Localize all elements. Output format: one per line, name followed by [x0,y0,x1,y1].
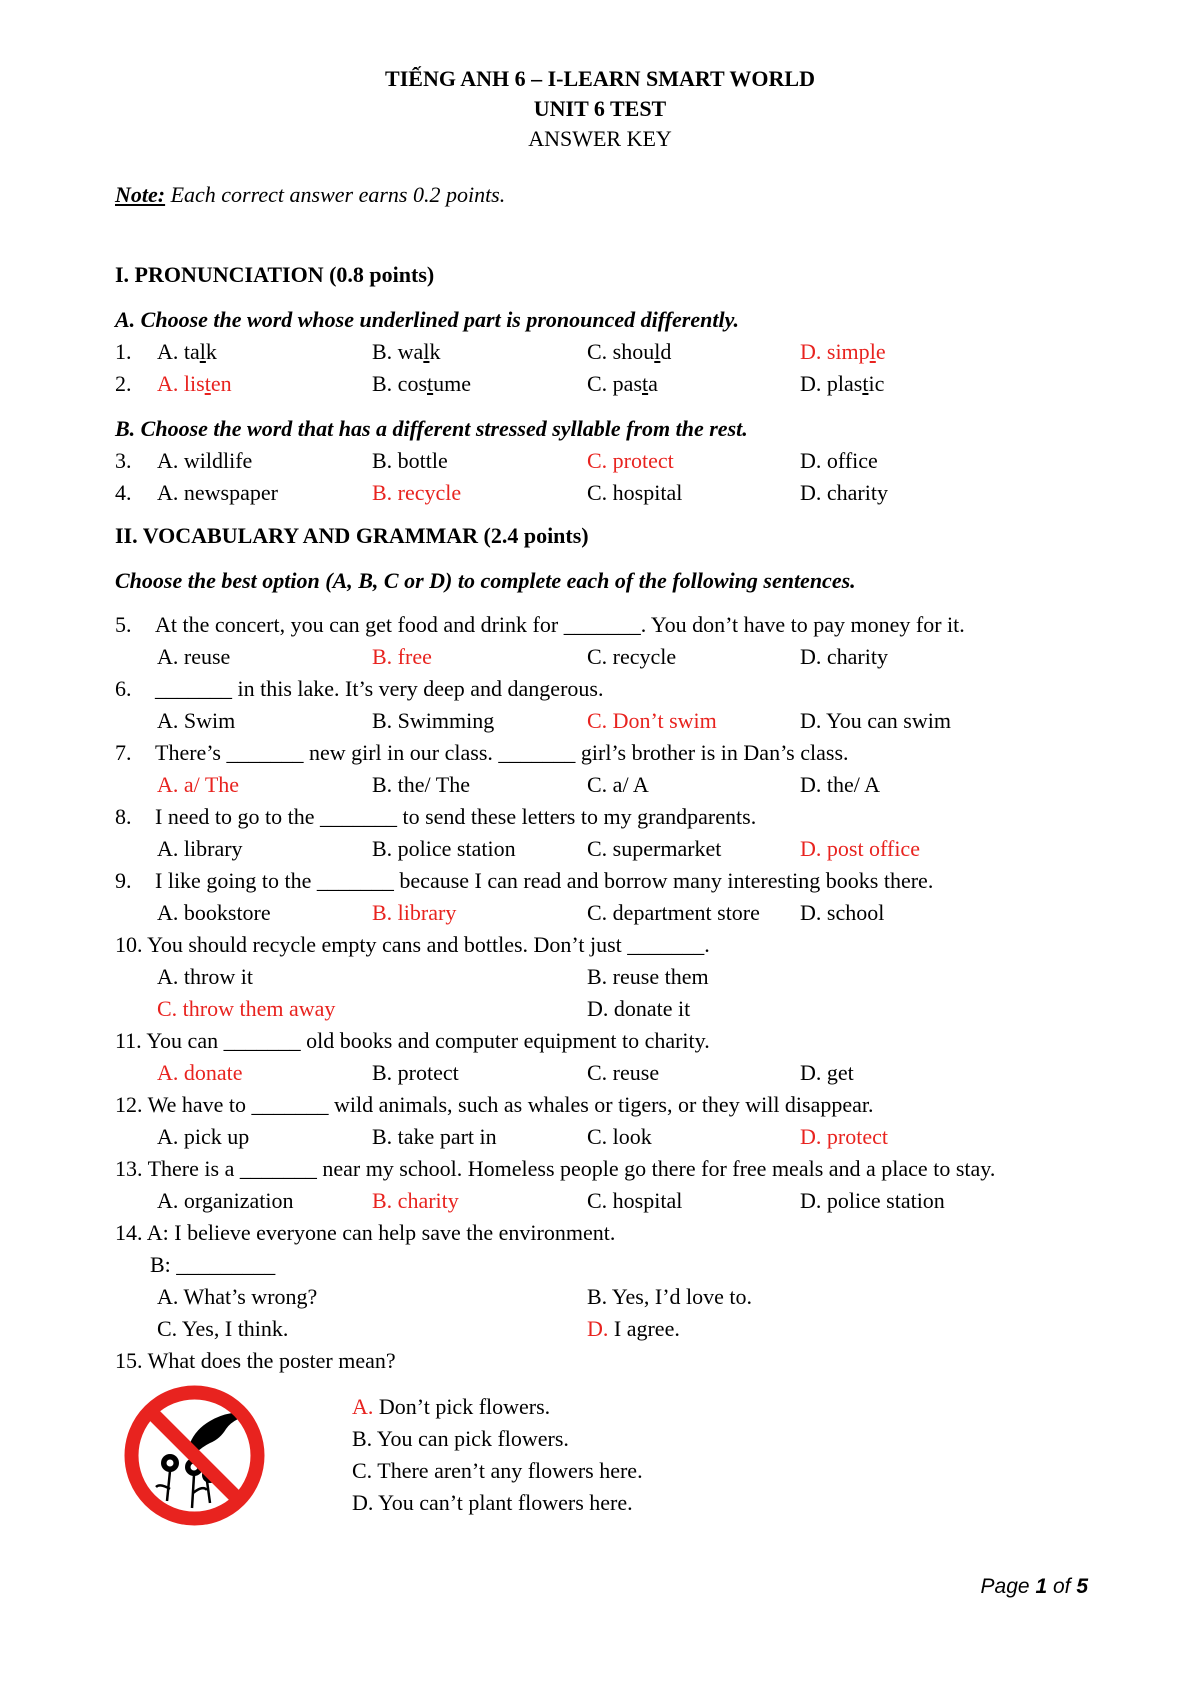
question-number: 4. [115,480,132,505]
q15-option-b: B. You can pick flowers. [352,1426,569,1451]
question-number: 9. [115,868,132,893]
option-c: C. Yes, I think. [157,1316,289,1341]
option-d: D. You can swim [800,708,951,733]
option-b-correct: B. free [372,644,432,669]
option-a: A. reuse [157,644,231,669]
section-vocabulary-title: II. VOCABULARY AND GRAMMAR (2.4 points) [115,523,589,548]
question-number: 3. [115,448,132,473]
option-a-correct: A. listen [157,371,232,396]
option-b-correct: B. recycle [372,480,462,505]
question-13 [0,1154,1200,1184]
q15-option-d: D. You can’t plant flowers here. [352,1490,633,1515]
question-10 [0,930,1200,960]
option-d: D. police station [800,1188,945,1213]
option-c: C. supermarket [587,836,722,861]
option-a: A. Swim [157,708,236,733]
question-text: 10. You should recycle empty cans and bottles. Don’t just _______. [115,932,710,957]
question-text: 13. There is a _______ near my school. Homeless people go there for free meals and a place to stay. [115,1156,996,1181]
q15-option-c: C. There aren’t any flowers here. [352,1458,643,1483]
question-number: 1. [115,339,132,364]
q15-option-a-correct: A. Don’t pick flowers. [352,1394,551,1419]
page-number: Page 1 of 5 [980,1575,1088,1598]
question-text: _______ in this lake. It’s very deep and dangerous. [155,676,604,701]
question-text: 11. You can _______ old books and computer equipment to charity. [115,1028,710,1053]
question-text: There’s _______ new girl in our class. _______ girl’s brother is in Dan’s class. [155,740,849,765]
question-text: 15. What does the poster mean? [115,1348,396,1373]
question-number: 5. [115,612,132,637]
option-a: A. What’s wrong? [157,1284,318,1309]
option-b: B. walk [372,339,441,364]
question-15 [0,1346,1200,1376]
question-9 [0,866,1200,896]
option-b: B. costume [372,371,472,396]
option-d: D. charity [800,644,888,669]
question-5 [0,610,1200,640]
question-text: 14. A: I believe everyone can help save the environment. [115,1220,616,1245]
dialogue-b-blank: B: _________ [150,1252,276,1277]
question-text: I need to go to the _______ to send these letters to my grandparents. [155,804,757,829]
option-d: D. the/ A [800,772,881,797]
option-d-correct: D. post office [800,836,920,861]
option-b: B. bottle [372,448,448,473]
part-a-instruction: A. Choose the word whose underlined part is pronounced differently. [115,307,740,332]
option-d: D. donate it [587,996,691,1021]
question-12-options [0,1122,1200,1152]
option-d: D. plastic [800,371,885,396]
note-text: Each correct answer earns 0.2 points. [165,182,506,207]
note [115,180,505,210]
option-a: A. throw it [157,964,253,989]
option-c-correct: C. throw them away [157,996,336,1021]
question-14-options-row1 [0,1282,1200,1312]
section-2-instruction: Choose the best option (A, B, C or D) to complete each of the following sentences. [115,568,856,593]
question-6 [0,674,1200,704]
question-14-options-row2 [0,1314,1200,1344]
option-a-correct: A. a/ The [157,772,240,797]
option-a: A. organization [157,1188,294,1213]
question-number: 2. [115,371,132,396]
option-a: A. talk [157,339,217,364]
option-c: C. look [587,1124,652,1149]
option-d-correct: D. protect [800,1124,888,1149]
option-d: D. office [800,448,878,473]
question-4 [0,478,1200,508]
question-number: 7. [115,740,132,765]
question-11 [0,1026,1200,1056]
question-13-options [0,1186,1200,1216]
option-c: C. pasta [587,371,658,396]
option-b: B. police station [372,836,516,861]
question-8 [0,802,1200,832]
option-d: D. charity [800,480,888,505]
part-b-instruction: B. Choose the word that has a different stressed syllable from the rest. [115,416,748,441]
option-a: A. newspaper [157,480,278,505]
no-picking-flowers-icon [122,1383,267,1528]
option-b: B. reuse them [587,964,709,989]
question-number: 8. [115,804,132,829]
option-b-correct: B. charity [372,1188,459,1213]
unit-title: UNIT 6 TEST [533,96,667,121]
option-c: C. a/ A [587,772,649,797]
option-a: A. wildlife [157,448,253,473]
question-number: 6. [115,676,132,701]
question-7 [0,738,1200,768]
option-d-correct: D. simple [800,339,886,364]
option-a: A. pick up [157,1124,250,1149]
option-b-correct: B. library [372,900,457,925]
question-text: I like going to the _______ because I can read and borrow many interesting books there. [155,868,934,893]
question-10-options-row2 [0,994,1200,1024]
option-c: C. hospital [587,1188,683,1213]
option-b: B. the/ The [372,772,470,797]
question-12 [0,1090,1200,1120]
option-c: C. hospital [587,480,683,505]
doc-title: TIẾNG ANH 6 – I-LEARN SMART WORLD [385,66,815,91]
question-5-options [0,642,1200,672]
question-text: At the concert, you can get food and drink for _______. You don’t have to pay money for it. [155,612,965,637]
question-3 [0,446,1200,476]
option-a: A. bookstore [157,900,271,925]
question-text: 12. We have to _______ wild animals, such as whales or tigers, or they will disappear. [115,1092,874,1117]
question-2 [0,369,1200,399]
question-1 [0,337,1200,367]
option-b: B. Yes, I’d love to. [587,1284,753,1309]
option-c: C. should [587,339,672,364]
question-11-options [0,1058,1200,1088]
option-d: D. school [800,900,885,925]
note-label: Note: [115,182,166,207]
option-d: D. get [800,1060,854,1085]
option-c: C. recycle [587,644,677,669]
question-7-options [0,770,1200,800]
question-10-options-row1 [0,962,1200,992]
section-pronunciation-title: I. PRONUNCIATION (0.8 points) [115,262,435,287]
answer-key-label: ANSWER KEY [528,126,672,151]
question-9-options [0,898,1200,928]
option-a: A. library [157,836,243,861]
question-14 [0,1218,1200,1248]
option-d-correct: D. I agree. [587,1316,680,1341]
question-14-b-line [0,1250,1200,1280]
question-8-options [0,834,1200,864]
question-6-options [0,706,1200,736]
option-a-correct: A. donate [157,1060,243,1085]
option-b: B. protect [372,1060,459,1085]
option-b: B. Swimming [372,708,495,733]
option-b: B. take part in [372,1124,497,1149]
option-c: C. department store [587,900,760,925]
option-c-correct: C. Don’t swim [587,708,717,733]
option-c-correct: C. protect [587,448,674,473]
option-c: C. reuse [587,1060,660,1085]
